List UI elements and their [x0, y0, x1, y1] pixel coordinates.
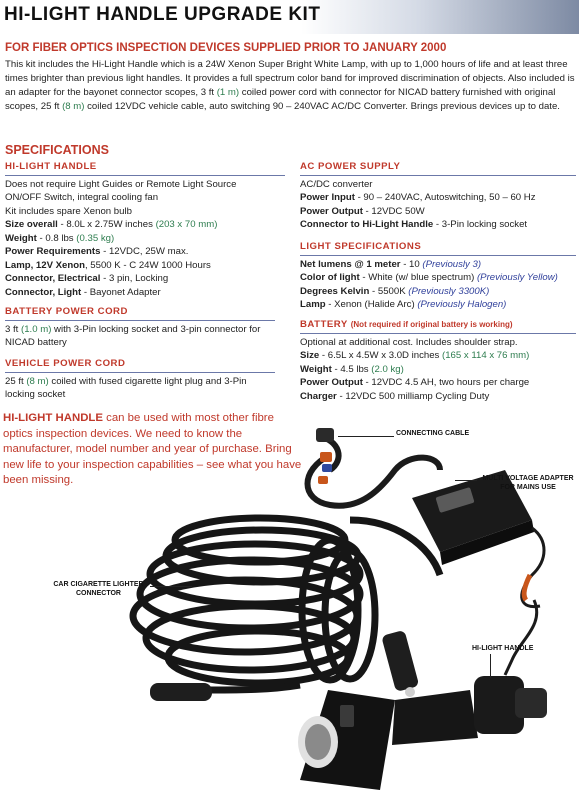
- spec-value: - Bayonet Adapter: [81, 286, 161, 298]
- spec-metric: (0.35 kg): [76, 232, 115, 244]
- spec-value: 3 ft: [5, 323, 21, 335]
- section-heading-note: (Not required if original battery is working): [350, 320, 513, 329]
- subheading: FOR FIBER OPTICS INSPECTION DEVICES SUPPLIED PRIOR TO JANUARY 2000: [5, 42, 447, 54]
- section-heading-text: BATTERY: [300, 319, 348, 330]
- spec-label: Connector to Hi-Light Handle: [300, 219, 434, 230]
- spec-metric: (1.0 m): [21, 323, 52, 335]
- spec-label: Degrees Kelvin: [300, 285, 370, 297]
- spec-label: Connector, Electrical: [5, 273, 101, 284]
- spec-label: Lamp, 12V Xenon: [5, 259, 85, 271]
- intro-text-1: This kit includes the Hi-Light Handle which is a 24W Xenon Super Bright White Lamp, with up to 1,000 hours of life and at least three times brighter than previous light handles. It provides a full spectrum color band for improved discrimination of objects. Also included is an adapter for the bayonet connector scopes, 3 ft: [5, 59, 575, 98]
- section-heading: LIGHT SPECIFICATIONS: [300, 240, 576, 256]
- spec-metric: (2.0 kg): [371, 363, 404, 375]
- spec-value: - 6.5L x 4.5W x 3.0D inches: [319, 350, 443, 361]
- spec-previous: (Previously 3): [422, 258, 482, 270]
- spec-metric: (165 x 114 x 76 mm): [442, 350, 530, 361]
- section-heading: VEHICLE POWER CORD: [5, 357, 275, 373]
- spec-metric: (203 x 70 mm): [155, 219, 218, 230]
- callout-multi-voltage-adapter: [478, 475, 578, 492]
- spec-label: Weight: [300, 363, 332, 375]
- spec-line: Kit includes spare Xenon bulb: [5, 205, 132, 217]
- promo-lead: HI-LIGHT HANDLE: [3, 412, 103, 424]
- spec-label: Net lumens @ 1 meter: [300, 258, 401, 270]
- spec-metric: (8 m): [26, 375, 49, 387]
- callout-connecting-cable: CONNECTING CABLE: [396, 430, 470, 437]
- spec-line: Does not require Light Guides or Remote Light Source: [5, 178, 237, 190]
- spec-value: - Xenon (Halide Arc): [325, 299, 418, 310]
- spec-label: Size: [300, 350, 320, 361]
- spec-label: Charger: [300, 390, 337, 402]
- page-title: HI-LIGHT HANDLE UPGRADE KIT: [4, 4, 321, 25]
- spec-label: Lamp: [300, 299, 326, 310]
- spec-value: - 10: [400, 258, 423, 270]
- callout-leader: [338, 436, 394, 437]
- callout-leader: [490, 654, 491, 678]
- connector-plug: [316, 428, 334, 442]
- spec-previous: (Previously Halogen): [417, 299, 507, 310]
- spec-value: - 3-Pin locking socket: [433, 219, 528, 230]
- spec-value: coiled with fused cigarette light plug and 3-Pin locking socket: [5, 375, 247, 400]
- callout-line: CAR CIGARETTE LIGHTER: [53, 581, 144, 588]
- intro-metric-2: (8 m): [62, 101, 85, 112]
- section-heading: HI-LIGHT HANDLE: [5, 160, 285, 176]
- spec-value: , 5500 K - C 24W 1000 Hours: [84, 259, 211, 271]
- spec-line: ON/OFF Switch, integral cooling fan: [5, 192, 159, 203]
- specifications-heading: SPECIFICATIONS: [5, 143, 109, 157]
- spec-value: with 3-Pin locking socket and 3-pin connector for NICAD battery: [5, 323, 261, 348]
- callout-line: CONNECTOR: [76, 589, 121, 597]
- spec-value: - 12VDC, 25W max.: [100, 246, 189, 257]
- intro-text-2: coiled power cord with connector for NICAD battery furnished with original scopes, 25 ft: [5, 87, 556, 112]
- section-heading: BATTERY POWER CORD: [5, 305, 275, 321]
- spec-value: - White (w/ blue spectrum): [359, 272, 477, 283]
- cable-tie-orange: [320, 452, 332, 462]
- spec-previous: (Previously Yellow): [476, 272, 558, 283]
- promo-text: can be used with most other fibre optics inspection devices. We need to know the manufacturer, model number and year of purchase. Bring new life to your inspection capabilities – see what you have been missing.: [3, 412, 302, 486]
- spec-value: 25 ft: [5, 375, 27, 387]
- spec-label: Power Output: [300, 377, 363, 388]
- spec-line: AC/DC converter: [300, 178, 373, 190]
- callout-leader: [455, 480, 477, 481]
- callout-line: MULTI VOLTAGE ADAPTER: [482, 475, 574, 482]
- spec-value: - 90 – 240VAC, Autoswitching, 50 – 60 Hz: [354, 192, 536, 203]
- spec-value: - 12VDC 50W: [362, 205, 425, 217]
- spec-line: Optional at additional cost. Includes shoulder strap.: [300, 336, 518, 348]
- spec-label: Power Input: [300, 192, 355, 203]
- spec-value: - 8.0L x 2.75W inches: [57, 219, 156, 230]
- callout-hi-light-handle: HI-LIGHT HANDLE: [472, 645, 534, 652]
- spec-value: - 12VDC 500 milliamp Cycling Duty: [336, 390, 490, 402]
- hi-light-handle-device: [298, 676, 547, 790]
- spec-value: - 4.5 lbs: [331, 363, 372, 375]
- spec-label: Size overall: [5, 219, 58, 230]
- cable-tie-blue: [322, 464, 332, 472]
- spec-value: - 0.8 lbs: [36, 232, 77, 244]
- intro-metric-1: (1 m): [216, 87, 240, 98]
- locking-socket: [150, 683, 212, 701]
- spec-label: Color of light: [300, 272, 360, 283]
- spec-label: Power Requirements: [5, 246, 101, 257]
- callout-car-lighter-connector: [46, 581, 151, 598]
- callout-line: FOR MAINS USE: [500, 483, 556, 491]
- spec-value: - 5500K: [369, 285, 409, 297]
- spec-label: Weight: [5, 232, 37, 244]
- spec-previous: (Previously 3300K): [408, 285, 490, 297]
- spec-label: Power Output: [300, 205, 363, 217]
- cigarette-plug: [381, 630, 419, 697]
- intro-text-3: coiled 12VDC vehicle cable, auto switching 90 – 240VAC AC/DC Converter. Brings previous devices up to date.: [84, 101, 560, 112]
- spec-label: Connector, Light: [5, 286, 82, 298]
- callout-leader: [150, 586, 192, 587]
- spec-value: - 3 pin, Locking: [100, 273, 169, 284]
- section-heading: AC POWER SUPPLY: [300, 160, 576, 176]
- spec-value: - 12VDC 4.5 AH, two hours per charge: [362, 377, 530, 388]
